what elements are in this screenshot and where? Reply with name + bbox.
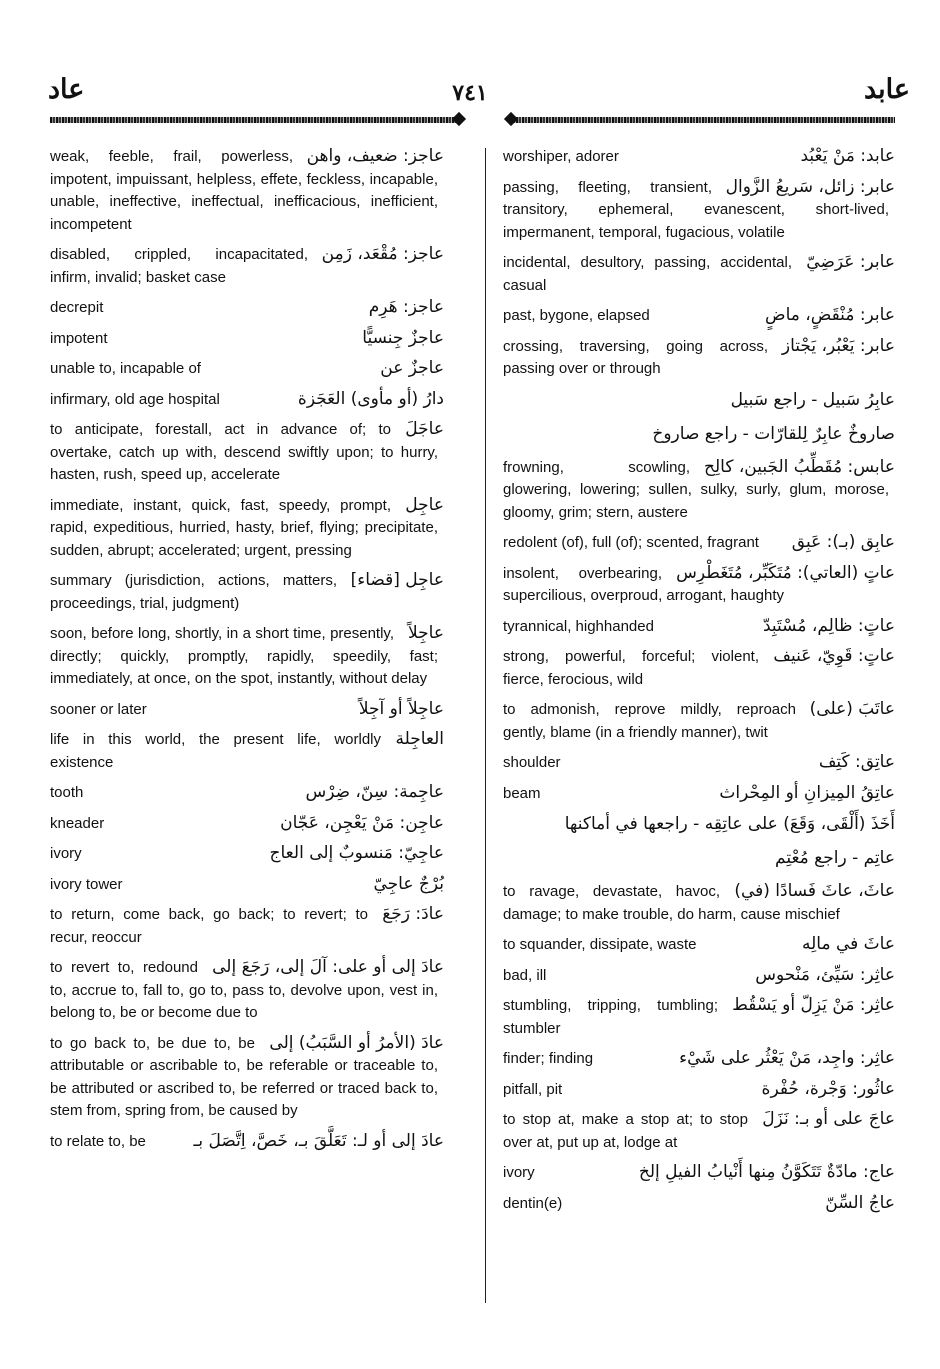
arabic-headword: عاجز: ضعيف، واهن [303, 145, 444, 167]
entry-row [50, 874, 444, 897]
dictionary-entry [503, 847, 895, 873]
english-definition: past, bygone, elapsed [503, 307, 650, 324]
arabic-headword: عاتَبَ (على) [806, 698, 895, 720]
entry-row [50, 813, 444, 836]
entry-row [503, 457, 895, 525]
right-column [503, 146, 895, 1223]
english-definition: stumbling, tripping, tumbling; stumbler [503, 997, 718, 1037]
entry-row [50, 244, 444, 289]
arabic-headword: عابر: زائل، سَريعُ الزَّوال [722, 176, 895, 198]
dictionary-entry [50, 570, 444, 615]
entry-row [50, 904, 444, 949]
dictionary-entry [503, 881, 895, 926]
dictionary-entry [503, 532, 895, 555]
arabic-headword: عادَ إلى أو لـ: تَعَلَّقَ بـ، خَصَّ، اِتَّصَلَ بـ [189, 1130, 444, 1152]
arabic-cross-reference: صاروخٌ عابِرٌ لِلقارّات - راجع صاروخ [652, 423, 895, 444]
arabic-headword: عاجَ على أو بـ: نَزَلَ [758, 1108, 895, 1130]
english-definition: soon, before long, shortly, in a short time, presently, directly; quickly, promptly, rapidly, speedily, fast; immediately, at once, on the spot, instantly, without delay [50, 625, 438, 687]
english-definition: impotent [50, 329, 108, 347]
entry-row [503, 336, 895, 381]
dictionary-entry [50, 419, 444, 487]
english-definition: to admonish, reprove mildly, reproach gently, blame (in a friendly manner), twit [503, 701, 796, 741]
header-rule-right [510, 114, 895, 126]
arabic-headword: عاجز: هَرِم [365, 296, 444, 318]
arabic-headword: العاجِلة [391, 728, 444, 750]
entry-row [50, 623, 444, 691]
entry-row [50, 146, 444, 236]
english-definition: infirmary, old age hospital [50, 390, 220, 408]
dictionary-entry [503, 563, 895, 608]
arabic-headword: عاجِلاً أو آجِلاً [355, 698, 444, 720]
arabic-headword: عاجِلاً [404, 622, 444, 644]
arabic-headword: عابِق (بـ): عَبِق [788, 531, 895, 553]
arabic-headword: عاجِل [401, 494, 444, 516]
entry-row [503, 1193, 895, 1216]
english-definition: to stop at, make a stop at; to stop over at, put up at, lodge at [503, 1111, 748, 1151]
dictionary-entry [50, 1033, 444, 1123]
entry-row [503, 1079, 895, 1102]
entry-row [503, 532, 895, 555]
entry-row [503, 252, 895, 297]
english-definition: to anticipate, forestall, act in advance of; to overtake, catch up with, descend swiftly upon; to hurry, hasten, rush, speed up, accelerate [50, 421, 438, 483]
english-definition: ivory [503, 1164, 535, 1181]
arabic-headword: عاج: مادّةٌ تَتَكَوَّنُ مِنها أَنْيابُ الفيلِ إلخ [635, 1161, 895, 1183]
english-definition: beam [503, 784, 541, 802]
arabic-headword: بُرْجٌ عاجِيّ [370, 873, 445, 895]
english-definition: summary (jurisdiction, actions, matters, proceedings, trial, judgment) [50, 572, 337, 612]
arabic-headword: عاجز: مُقْعَد، زَمِن [318, 243, 444, 265]
entry-row [50, 358, 444, 381]
entry-row [503, 881, 895, 926]
arabic-headword: عاجِل [قضاء] [347, 569, 444, 591]
english-definition: crossing, traversing, going across, passing over or through [503, 337, 768, 377]
entry-row [503, 1109, 895, 1154]
dictionary-entry [50, 813, 444, 836]
arabic-headword: عادَ إلى أو على: آلَ إلى، رَجَعَ إلى [208, 956, 444, 978]
dictionary-entry [503, 457, 895, 525]
arabic-headword: عاجزٌ عن [376, 357, 444, 379]
dictionary-entry [503, 934, 895, 957]
dictionary-entry [50, 957, 444, 1025]
english-definition: to squander, dissipate, waste [503, 936, 697, 953]
english-definition: shoulder [503, 754, 561, 771]
entry-row [50, 1033, 444, 1123]
arabic-headword: عاتٍ: قَوِيّ، عَنيف [769, 645, 895, 667]
dictionary-entry [503, 699, 895, 744]
dictionary-entry [50, 328, 444, 351]
dictionary-entry [503, 1193, 895, 1216]
english-definition: decrepit [50, 299, 104, 316]
english-definition: to ravage, devastate, havoc, damage; to make trouble, do harm, cause mischief [503, 883, 840, 923]
header-rule-left [50, 114, 460, 126]
arabic-headword: عاثِر: مَنْ يَزِلّ أو يَسْقُط [728, 994, 895, 1016]
entry-row [50, 1131, 444, 1154]
entry-row [50, 957, 444, 1025]
arabic-cross-reference: عابِرُ سَبيل - راجع سَبيل [730, 389, 895, 410]
english-definition: insolent, overbearing, supercilious, overproud, arrogant, haughty [503, 564, 785, 604]
english-definition: kneader [50, 814, 105, 832]
dictionary-entry [503, 1048, 895, 1071]
entry-row [50, 699, 444, 722]
english-definition: tyrannical, highhanded [503, 617, 654, 635]
dictionary-entry [50, 874, 444, 897]
arabic-cross-reference: أَخَذَ (أَلْقَى، وَقَعَ) على عاتِقِه - راجعها في أماكنها [564, 814, 895, 834]
english-definition: passing, fleeting, transient, transitory, ephemeral, evanescent, short-lived, impermanent, temporal, fugacious, volatile [503, 178, 889, 241]
arabic-headword: عاتِق: كَتِف [815, 751, 895, 773]
english-definition: dentin(e) [503, 1194, 563, 1212]
entry-row [503, 965, 895, 988]
english-definition: incidental, desultory, passing, accidental, casual [503, 254, 792, 294]
arabic-headword: عابر: عَرَضِيّ [802, 251, 895, 273]
entry-row [503, 752, 895, 775]
entry-row [50, 419, 444, 487]
english-definition: unable to, incapable of [50, 360, 201, 377]
arabic-headword: عابر: يَعْبُر، يَجْتاز [778, 335, 895, 357]
entry-row [50, 843, 444, 866]
dictionary-entry [503, 177, 895, 245]
english-definition: weak, feeble, frail, powerless, impotent, impuissant, helpless, effete, feckless, incapable, unable, ineffective, ineffectual, inefficacious, inefficient, incompetent [50, 148, 438, 233]
dictionary-entry [503, 813, 895, 839]
dictionary-entry [50, 843, 444, 866]
english-definition: ivory [50, 845, 82, 862]
dictionary-entry [503, 389, 895, 415]
entry-row [50, 328, 444, 351]
dictionary-entry [50, 244, 444, 289]
dictionary-entry [503, 752, 895, 775]
dictionary-entry [503, 1079, 895, 1102]
english-definition: to revert to, redound to, accrue to, fall to, go to, pass to, devolve upon, vest in, belong to, be or become due to [50, 959, 438, 1021]
entry-row [50, 782, 444, 805]
entry-row [503, 177, 895, 245]
english-definition: finder; finding [503, 1050, 594, 1067]
arabic-headword: عاثُور: وَجْرة، حُفْرة [758, 1078, 895, 1100]
dictionary-entry [50, 358, 444, 381]
arabic-headword: عاجَلَ [401, 418, 444, 440]
arabic-headword: عاثِر: واجِد، مَنْ يَعْثُر على شَيْء [675, 1047, 895, 1069]
page-number: ٧٤١ [452, 80, 488, 106]
english-definition: redolent (of), full (of); scented, fragrant [503, 534, 759, 551]
dictionary-entry [503, 646, 895, 691]
english-definition: to relate to, be [50, 1132, 146, 1150]
dictionary-entry [503, 1109, 895, 1154]
english-definition: disabled, crippled, incapacitated, infirm, invalid; basket case [50, 246, 308, 286]
dictionary-entry [50, 1131, 444, 1154]
arabic-headword: عادَ: رَجَعَ [378, 903, 444, 925]
dictionary-entry [503, 423, 895, 449]
dictionary-entry [503, 616, 895, 639]
entry-row [503, 646, 895, 691]
dictionary-entry [503, 146, 895, 169]
entry-row [503, 699, 895, 744]
arabic-headword: عادَ (الأمرُ أو السَّبَبُ) إلى [265, 1032, 444, 1054]
english-definition: pitfall, pit [503, 1080, 563, 1098]
arabic-headword: عابس: مُقَطِّبُ الجَبين، كالِح [700, 456, 895, 478]
column-divider [485, 148, 486, 1303]
entry-row [50, 570, 444, 615]
arabic-headword: عاتٍ (العاتي): مُتَكَبِّر، مُتَغَطْرِس [672, 562, 895, 584]
dictionary-entry [50, 495, 444, 563]
arabic-headword: عاثَ، عاثَ فَسادًا (في) [730, 880, 895, 902]
entry-row [50, 729, 444, 774]
arabic-headword: عاجِمة: سِنّ، ضِرْس [301, 781, 444, 803]
arabic-headword: عاثِر: سَيِّئ، مَنْحوس [751, 964, 895, 986]
entry-row [503, 1162, 895, 1185]
dictionary-entry [50, 699, 444, 722]
dictionary-entry [50, 146, 444, 236]
dictionary-entry [503, 783, 895, 806]
dictionary-entry [503, 965, 895, 988]
dictionary-entry [50, 729, 444, 774]
dictionary-entry [50, 782, 444, 805]
arabic-headword: عاثَ في مالِه [798, 933, 895, 955]
entry-row [503, 305, 895, 328]
header-guide-word-right: عابد [863, 74, 910, 105]
entry-row [503, 783, 895, 806]
entry-row [503, 146, 895, 169]
dictionary-entry [503, 995, 895, 1040]
arabic-headword: عاتِقُ المِيزانِ أو المِحْراث [715, 782, 895, 804]
english-definition: ivory tower [50, 875, 123, 893]
entry-row [503, 616, 895, 639]
arabic-headword: عاجِن: مَنْ يَعْجِن، عَجّان [276, 812, 444, 834]
entry-row [503, 934, 895, 957]
entry-row [503, 1048, 895, 1071]
entry-row [50, 389, 444, 412]
english-definition: life in this world, the present life, worldly existence [50, 731, 381, 771]
arabic-headword: عابر: مُنْقَضٍ، ماضٍ [761, 304, 895, 326]
entry-row [50, 297, 444, 320]
english-definition: sooner or later [50, 700, 147, 718]
arabic-headword: دارُ (أو مأوى) العَجَزة [294, 388, 444, 410]
left-column [50, 146, 444, 1161]
dictionary-entry [503, 336, 895, 381]
dictionary-entry [50, 623, 444, 691]
header-guide-word-left: عاد [48, 74, 85, 105]
dictionary-entry [503, 1162, 895, 1185]
english-definition: immediate, instant, quick, fast, speedy, prompt, rapid, expeditious, hurried, hasty, brief, flying; precipitate, sudden, abrupt; accelerated; urgent, pressing [50, 496, 438, 559]
english-definition: strong, powerful, forceful; violent, fierce, ferocious, wild [503, 648, 759, 688]
entry-row [50, 495, 444, 563]
arabic-headword: عاجُ السِّنّ [821, 1192, 895, 1214]
english-definition: frowning, scowling, glowering, lowering; sullen, sulky, surly, glum, morose, gloomy, grim; stern, austere [503, 458, 889, 521]
dictionary-entry [503, 252, 895, 297]
arabic-headword: عاتٍ: ظالِم، مُسْتَبِدّ [759, 615, 895, 637]
english-definition: to return, come back, go back; to revert; to recur, reoccur [50, 906, 368, 946]
arabic-headword: عاجِيّ: مَنسوبٌ إلى العاج [266, 842, 444, 864]
entry-row [503, 995, 895, 1040]
arabic-headword: عابد: مَنْ يَعْبُد [796, 145, 895, 167]
dictionary-entry [50, 389, 444, 412]
dictionary-entry [50, 904, 444, 949]
dictionary-entry [50, 297, 444, 320]
english-definition: worshiper, adorer [503, 148, 619, 165]
arabic-cross-reference: عاتِم - راجع مُعْتِم [775, 848, 895, 868]
english-definition: tooth [50, 784, 84, 801]
dictionary-entry [503, 305, 895, 328]
entry-row [503, 563, 895, 608]
english-definition: bad, ill [503, 966, 547, 984]
english-definition: to go back to, be due to, be attributable or ascribable to, be referable or traceable to, be attributed or ascribed to, be referred or traced back to, stem from, spring from, be caused by [50, 1034, 438, 1119]
arabic-headword: عاجزٌ جِنسيًّا [358, 327, 444, 349]
